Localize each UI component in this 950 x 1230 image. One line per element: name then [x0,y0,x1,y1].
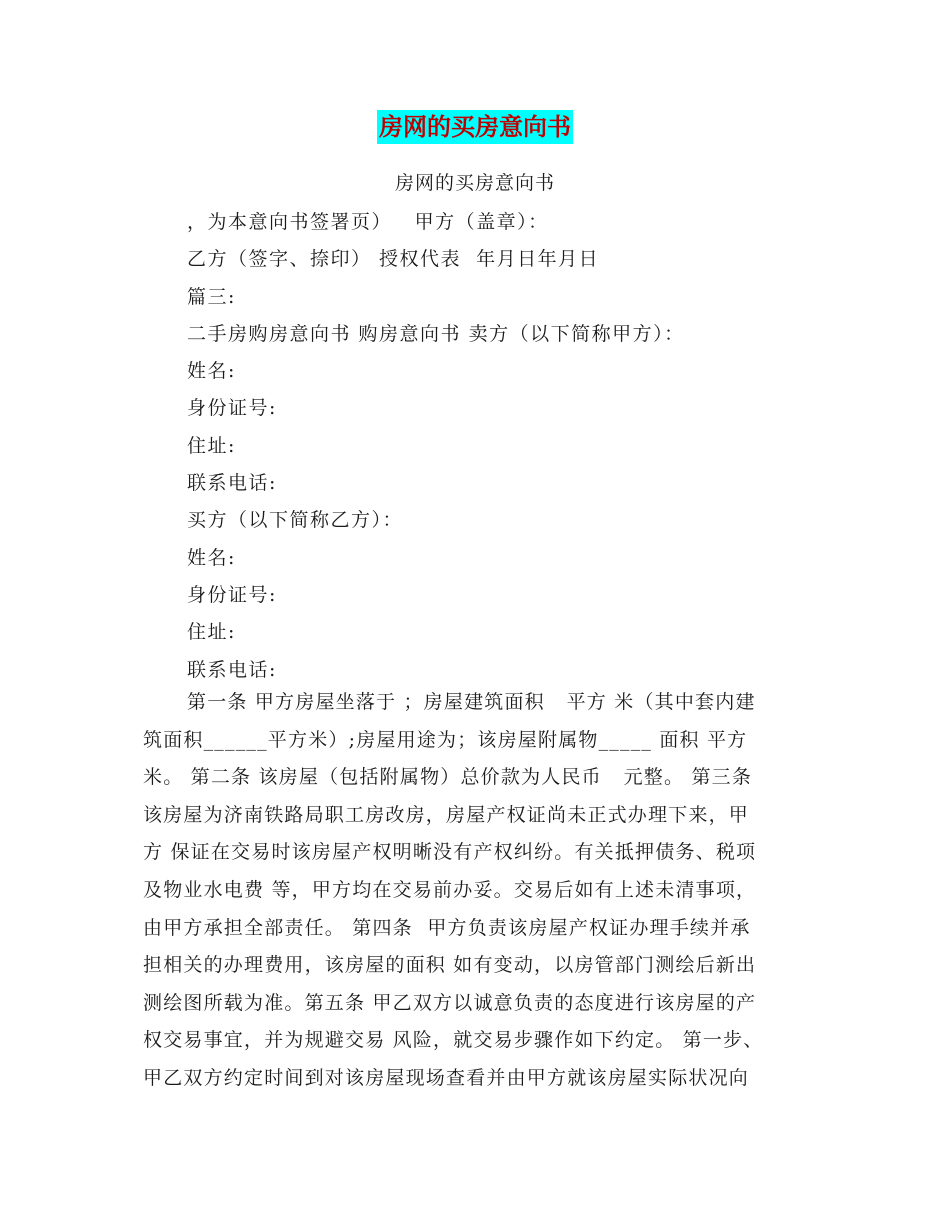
paragraph-line: 该房屋为济南铁路局职工房改房，房屋产权证尚未正式办理下来，甲 [143,803,750,826]
body-paragraph [143,684,807,1098]
buyer-phone-label: 联系电话: [187,658,277,681]
buyer-name-label: 姓名: [187,546,236,569]
paragraph-line: 测绘图所载为准。第五条 甲乙双方以诚意负责的态度进行该房屋的产 [143,991,757,1014]
paragraph-line: 第一条 甲方房屋坐落于 ；房屋建筑面积 平方 米（其中套内建 [187,691,756,713]
seller-phone-label: 联系电话: [187,472,277,495]
buyer-address-label: 住址: [187,621,236,644]
seller-address-label: 住址: [187,434,236,457]
paragraph-line: 米。 第二条 该房屋（包括附属物）总价款为人民币 元整。 第三条 [143,766,753,789]
seller-name-label: 姓名: [187,360,236,383]
form-lines [187,204,827,689]
text-line: 篇三: [187,285,236,308]
paragraph-line: 由甲方承担全部责任。 第四条 甲方负责该房屋产权证办理手续并承 [143,916,751,939]
paragraph-line: 权交易事宜，并为规避交易 风险，就交易步骤作如下约定。 第一步、 [143,1029,764,1052]
buyer-heading: 买方（以下简称乙方）： [187,509,404,532]
paragraph-line: 甲乙双方约定时间到对该房屋现场查看并由甲方就该房屋实际状况向 [143,1066,750,1089]
paragraph-line: 及物业水电费 等，甲方均在交易前办妥。交易后如有上述未清事项， [143,878,757,901]
seller-id-label: 身份证号: [187,397,277,420]
paragraph-line: 方 保证在交易时该房屋产权明晰没有产权纠纷。有关抵押债务、税项 [143,841,757,864]
buyer-id-label: 身份证号: [187,583,277,606]
text-line: 二手房购房意向书 购房意向书 卖方（以下简称甲方）： [187,322,685,345]
paragraph-line: 担相关的办理费用，该房屋的面积 如有变动，以房管部门测绘后新出 [143,954,757,977]
document-title: 房网的买房意向书 [377,110,573,144]
text-line: 乙方（签字、捺印） 授权代表 年月日年月日 [187,248,600,271]
document-subtitle: 房网的买房意向书 [394,172,555,194]
title-container [0,110,950,144]
text-line: ，为本意向书签署页） 甲方（盖章）： [187,211,549,233]
paragraph-line: 筑面积______平方米）;房屋用途为；该房屋附属物_____ 面积 平方 [143,728,748,751]
